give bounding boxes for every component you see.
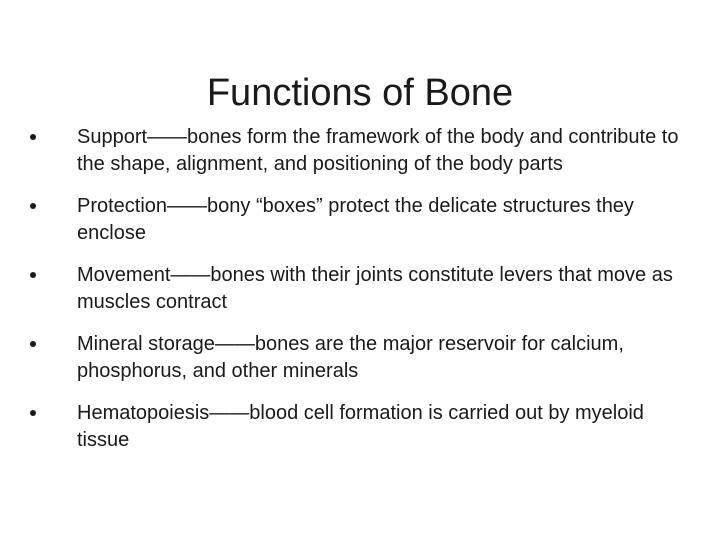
bullet-item-mineral-storage: [20, 331, 680, 385]
bullet-text: Movement——bones with their joints constitute levers that move as muscles contract: [77, 264, 673, 313]
bullet-text: Protection——bony “boxes” protect the delicate structures they enclose: [77, 195, 634, 244]
bullet-dot-icon: [30, 341, 36, 347]
bullet-text: Mineral storage——bones are the major reservoir for calcium, phosphorus, and other minerals: [77, 333, 624, 382]
bullet-item-movement: [20, 262, 680, 316]
bullet-item-support: [20, 124, 680, 178]
bullet-dot-icon: [30, 203, 36, 209]
bullet-item-protection: [20, 193, 680, 247]
bullet-text: Hematopoiesis——blood cell formation is carried out by myeloid tissue: [77, 402, 644, 451]
slide-title: Functions of Bone: [206, 72, 514, 115]
bullet-dot-icon: [30, 134, 36, 140]
bullet-list: [20, 124, 680, 469]
bullet-item-hematopoiesis: [20, 400, 680, 454]
bullet-dot-icon: [30, 410, 36, 416]
bullet-dot-icon: [30, 272, 36, 278]
bullet-text: Support——bones form the framework of the body and contribute to the shape, alignment, and positioning of the body parts: [77, 126, 679, 175]
